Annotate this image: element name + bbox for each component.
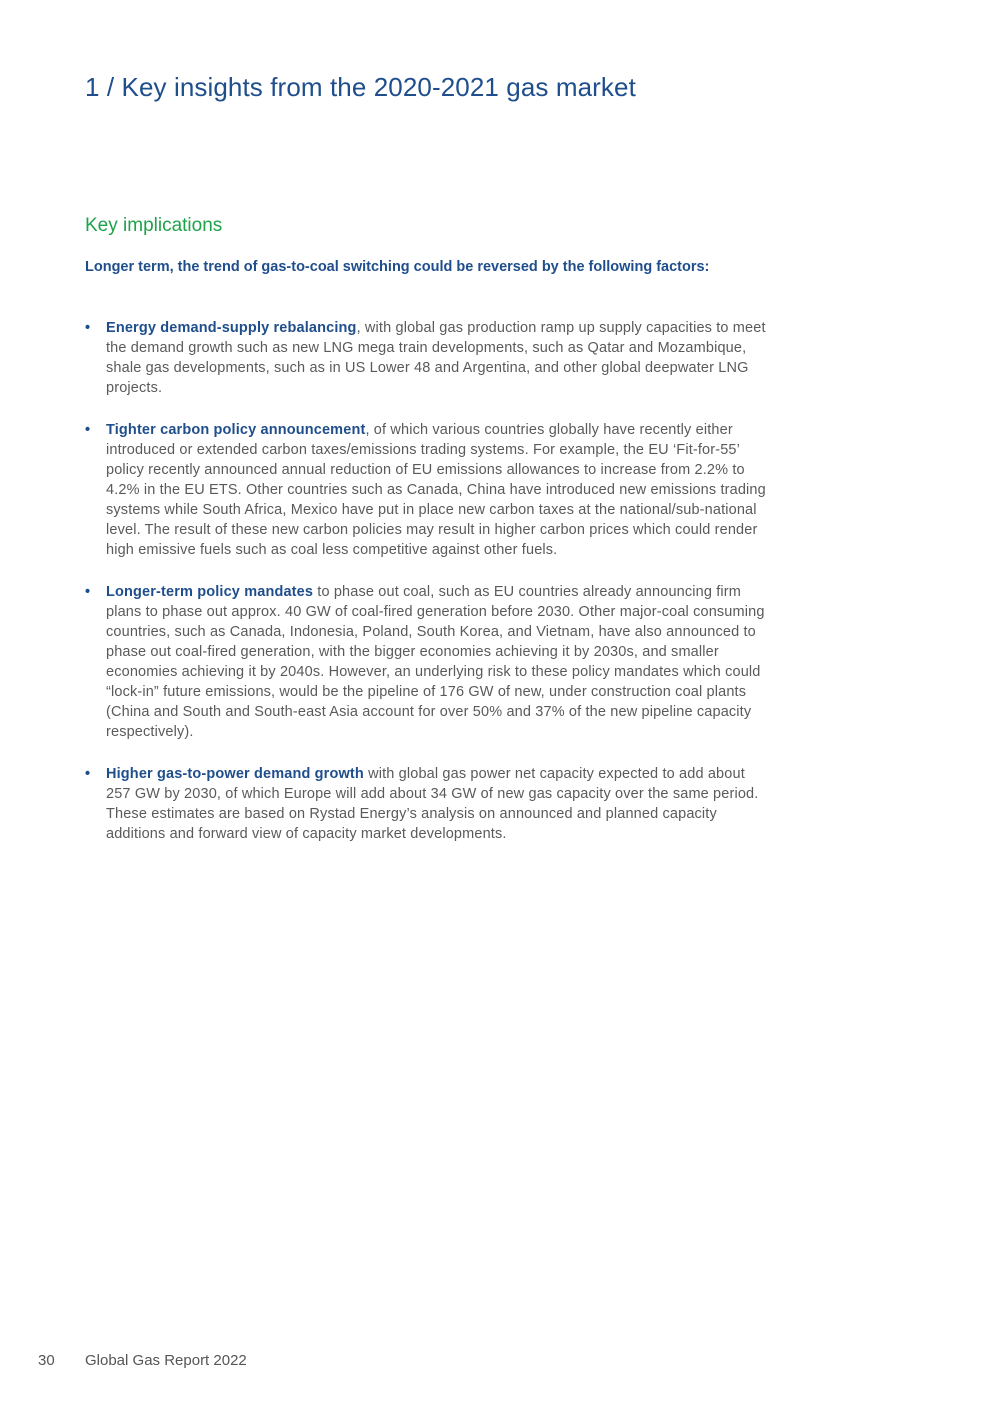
list-item <box>85 420 767 560</box>
bullet-term: Energy demand-supply rebalancing <box>106 320 357 336</box>
section-heading: Key implications <box>85 215 223 236</box>
bullet-icon: • <box>85 422 91 438</box>
report-title: Global Gas Report 2022 <box>85 1352 247 1369</box>
bullet-term: Higher gas-to-power demand growth <box>106 766 364 782</box>
list-item <box>85 582 767 742</box>
page-number: 30 <box>38 1352 55 1369</box>
page-title: 1 / Key insights from the 2020-2021 gas market <box>85 72 636 102</box>
bullet-icon: • <box>85 584 91 600</box>
bullet-text: to phase out coal, such as EU countries already announcing firm plans to phase out approx. 40 GW of coal-fired generation before 2030. Other major-coal consuming countries, such as Canada, Indonesia, Poland, South Korea, and Vietnam, have also announced to phase out coal-fired generation, with the bigger economies achieving it by 2030s, and smaller economies achieving it by 2040s. However, an underlying risk to these policy mandates which could “lock-in” future emissions, would be the pipeline of 176 GW of new, under construction coal plants (China and South and South-east Asia account for over 50% and 37% of the new pipeline capacity respectively). <box>106 584 765 740</box>
intro-paragraph: Longer term, the trend of gas-to-coal switching could be reversed by the following factors: <box>85 259 710 275</box>
factors-list <box>85 318 767 866</box>
list-item <box>85 764 767 844</box>
bullet-icon: • <box>85 766 91 782</box>
list-item <box>85 318 767 398</box>
bullet-icon: • <box>85 320 91 336</box>
bullet-term: Longer-term policy mandates <box>106 584 314 600</box>
bullet-text: , with global gas production ramp up supply capacities to meet the demand growth such as new LNG mega train developments, such as Qatar and Mozambique, shale gas developments, such as in US Lower 48 and Argentina, and other global deepwater LNG projects. <box>106 320 766 396</box>
bullet-text: , of which various countries globally have recently either introduced or extended carbon taxes/emissions trading systems. For example, the EU ‘Fit-for-55’ policy recently announced annual reduction of EU emissions allowances to increase from 2.2% to 4.2% in the EU ETS. Other countries such as Canada, China have introduced new emissions trading systems while South Africa, Mexico have put in place new carbon taxes at the national/sub-national level. The result of these new carbon policies may result in higher carbon prices which could render high emissive fuels such as coal less competitive against other fuels. <box>106 422 766 558</box>
bullet-text: with global gas power net capacity expected to add about 257 GW by 2030, of which Europe will add about 34 GW of new gas capacity over the same period. These estimates are based on Rystad Energy’s analysis on announced and planned capacity additions and forward view of capacity market developments. <box>106 766 759 842</box>
bullet-term: Tighter carbon policy announcement <box>106 422 366 438</box>
